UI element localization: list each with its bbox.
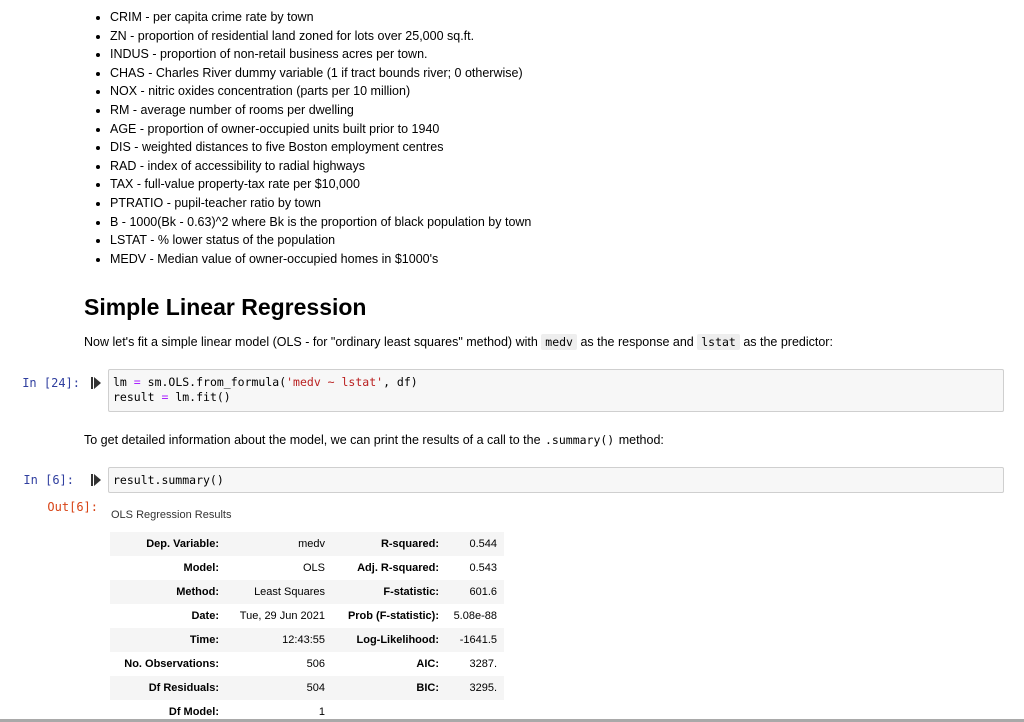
list-item: • CHAS - Charles River dummy variable (1 if tract bounds river; 0 otherwise) [110,64,531,83]
table-value-cell: medv [226,532,332,556]
code-token: sm.OLS.from_formula( [140,375,287,389]
output-prompt: Out[6]: [47,500,98,514]
summary-text [84,431,664,449]
list-item: • DIS - weighted distances to five Boston employment centres [110,138,531,157]
inline-code: lstat [697,334,740,350]
table-label-cell: Prob (F-statistic): [347,610,439,622]
code-token: lm [113,375,134,389]
table-label-cell: AIC: [416,658,439,670]
table-row [110,676,504,700]
table-value-cell: 504 [226,676,332,700]
list-item: • RM - average number of rooms per dwelling [110,101,531,120]
table-value-cell: 1 [318,706,325,718]
code-token: = [161,390,169,404]
table-label-cell: Dep. Variable: [110,532,226,556]
table-value-cell: 12:43:55 [226,628,332,652]
run-cell-icon[interactable] [91,474,101,486]
variable-list [92,8,531,268]
table-value-cell: Tue, 29 Jun 2021 [239,610,325,622]
intro-text-part: as the predictor: [739,335,833,349]
table-label-cell: Method: [110,580,226,604]
table-label-cell: Df Model: [168,706,219,718]
run-cell-icon[interactable] [91,377,101,389]
table-label-cell: Time: [110,628,226,652]
table-value-cell: 3295. [446,676,504,700]
table-label-cell: Model: [183,562,219,574]
code-cell-input[interactable]: result.summary() [108,467,1004,493]
table-row [110,628,504,652]
intro-text-part: Now let's fit a simple linear model (OLS - for "ordinary least squares" method) with [84,335,542,349]
summary-text-part: To get detailed information about the model, we can print the results of a call to the [84,433,544,447]
list-item: • TAX - full-value property-tax rate per $10,000 [110,175,531,194]
table-row [110,652,504,676]
code-cell-input[interactable] [108,369,1004,412]
table-value-cell: 5.08e-88 [453,610,497,622]
table-value-cell: -1641.5 [446,628,504,652]
list-item: • B - 1000(Bk - 0.63)^2 where Bk is the proportion of black population by town [110,213,531,232]
list-item: • LSTAT - % lower status of the population [110,231,531,250]
code-token: , df) [383,375,418,389]
table-label-cell: Adj. R-squared: [357,562,439,574]
table-value-cell: 506 [306,658,325,670]
input-prompt: In [6]: [23,473,74,487]
code-token: 'medv ~ lstat' [286,375,384,389]
list-item: • MEDV - Median value of owner-occupied homes in $1000's [110,250,531,269]
results-caption: OLS Regression Results [111,509,232,521]
table-label-cell: BIC: [332,676,446,700]
table-label-cell: No. Observations: [124,658,219,670]
list-item: • PTRATIO - pupil-teacher ratio by town [110,194,531,213]
table-value-cell: 0.544 [446,532,504,556]
list-item: • AGE - proportion of owner-occupied units built prior to 1940 [110,120,531,139]
intro-text-part: as the response and [576,335,698,349]
list-item: • ZN - proportion of residential land zoned for lots over 25,000 sq.ft. [110,27,531,46]
table-row [110,604,504,628]
code-token: lm.fit() [168,390,231,404]
list-item: • NOX - nitric oxides concentration (parts per 10 million) [110,82,531,101]
table-value-cell: 3287. [469,658,497,670]
table-label-cell: Date: [191,610,219,622]
code-token: = [133,375,141,389]
summary-text-part: method: [615,433,664,447]
table-row [110,580,504,604]
table-label-cell: R-squared: [332,532,446,556]
list-item: • CRIM - per capita crime rate by town [110,8,531,27]
table-row [110,556,504,580]
inline-code: .summary() [545,433,615,447]
inline-code: medv [541,334,577,350]
table-label-cell: Log-Likelihood: [332,628,446,652]
table-label-cell: F-statistic: [332,580,446,604]
table-value-cell: 601.6 [446,580,504,604]
table-value-cell: OLS [302,562,325,574]
code-token: result [113,390,162,404]
list-item: • INDUS - proportion of non-retail business acres per town. [110,45,531,64]
table-value-cell: 0.543 [469,562,497,574]
section-title: Simple Linear Regression [84,294,367,320]
table-value-cell: Least Squares [226,580,332,604]
intro-text [84,333,833,351]
ols-results-table [110,532,504,722]
input-prompt: In [24]: [22,376,80,390]
ols-table-body [110,532,504,722]
list-item: • RAD - index of accessibility to radial highways [110,157,531,176]
table-row [110,532,504,556]
table-label-cell: Df Residuals: [110,676,226,700]
